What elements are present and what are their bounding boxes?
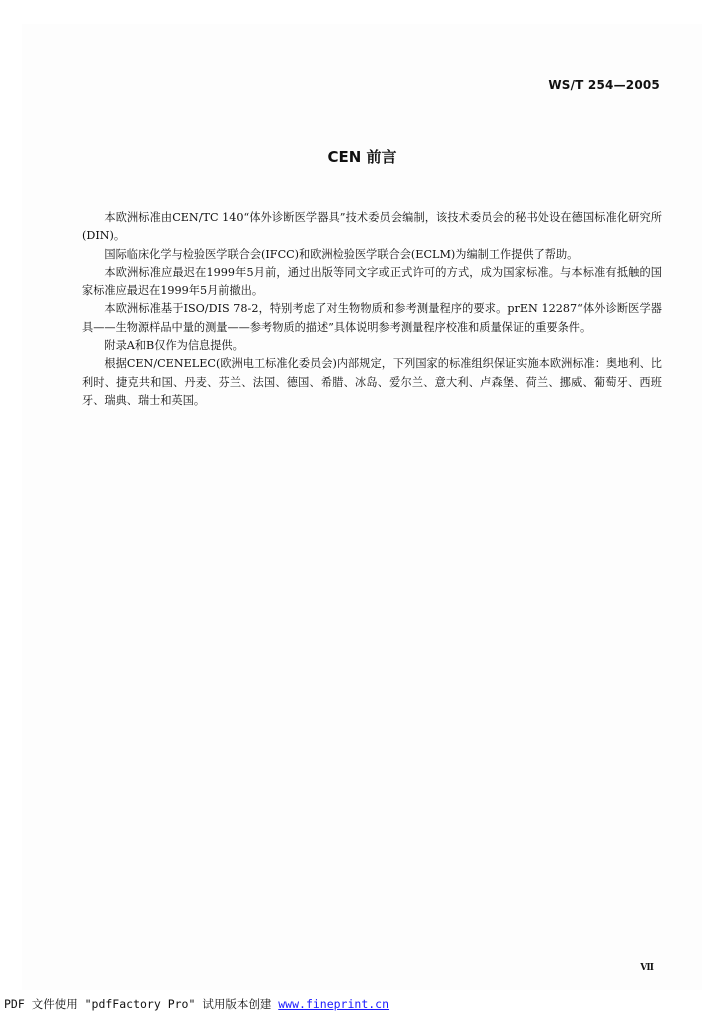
paragraph: 本欧洲标准应最迟在1999年5月前，通过出版等同文字或正式许可的方式，成为国家标准。与本标准有抵触的国家标准应最迟在1999年5月前撤出。 [82, 265, 662, 298]
footer-text: PDF 文件使用 "pdfFactory Pro" 试用版本创建 [4, 997, 279, 1011]
paragraph: 附录A和B仅作为信息提供。 [104, 339, 244, 353]
document-page [22, 24, 702, 990]
paragraph: 本欧洲标准由CEN/TC 140“体外诊断医学器具”技术委员会编制，该技术委员会的秘书处设在德国标准化研究所(DIN)。 [82, 211, 662, 243]
pdf-footer [4, 996, 389, 1012]
body-text [82, 209, 662, 410]
standard-code: WS/T 254—2005 [548, 78, 660, 92]
paragraph: 本欧洲标准基于ISO/DIS 78-2，特别考虑了对生物物质和参考测量程序的要求。prEN 12287“体外诊断医学器具——生物源样品中量的测量——参考物质的描述”具体说明参考测量程序校准和质量保证的重要条件。 [82, 302, 662, 334]
footer-link[interactable]: www.fineprint.cn [278, 997, 390, 1011]
paragraph: 国际临床化学与检验医学联合会(IFCC)和欧洲检验医学联合会(ECLM)为编制工作提供了帮助。 [104, 247, 579, 261]
page-number: Ⅶ [640, 963, 654, 973]
page-title: CEN 前言 [327, 148, 397, 166]
paragraph: 根据CEN/CENELEC(欧洲电工标准化委员会)内部规定，下列国家的标准组织保证实施本欧洲标准：奥地利、比利时、捷克共和国、丹麦、芬兰、法国、德国、希腊、冰岛、爱尔兰、意大利、卢森堡、荷兰、挪威、葡萄牙、西班牙、瑞典、瑞士和英国。 [82, 357, 662, 407]
